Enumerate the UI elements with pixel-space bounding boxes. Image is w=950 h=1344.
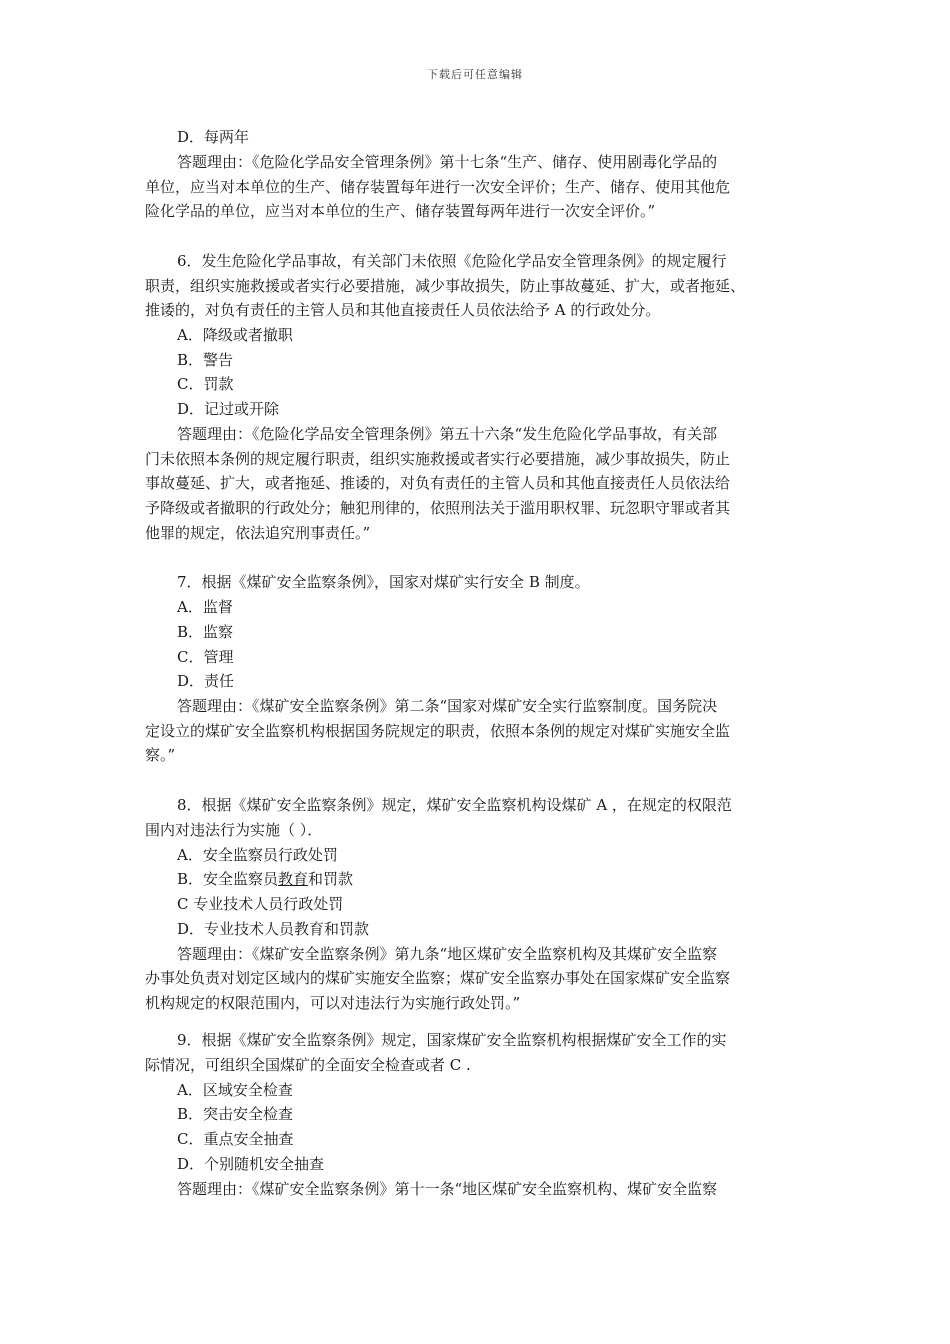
text-segment: B．安全监察员 bbox=[177, 870, 279, 888]
text-line: 9．根据《煤矿安全监察条例》规定，国家煤矿安全监察机构根据煤矿安全工作的实 bbox=[177, 1031, 727, 1049]
text-line: A．降级或者撤职 bbox=[177, 326, 293, 344]
text-line: 8．根据《煤矿安全监察条例》规定，煤矿安全监察机构设煤矿 A ，在规定的权限范 bbox=[177, 796, 732, 814]
text-line: D．个别随机安全抽查 bbox=[177, 1155, 325, 1173]
text-line: 事故蔓延、扩大，或者拖延、推诿的，对负有责任的主管人员和其他直接责任人员依法给 bbox=[145, 474, 731, 492]
text-line: 际情况，可组织全国煤矿的全面安全检查或者 C . bbox=[145, 1056, 471, 1074]
text-line: C．重点安全抽查 bbox=[177, 1130, 294, 1148]
text-line: C．罚款 bbox=[177, 375, 234, 393]
text-line: 推诿的，对负有责任的主管人员和其他直接责任人员依法给予 A 的行政处分。 bbox=[145, 301, 661, 319]
text-line: C 专业技术人员行政处罚 bbox=[177, 895, 344, 913]
text-line: C．管理 bbox=[177, 648, 234, 666]
text-line: 办事处负责对划定区域内的煤矿实施安全监察；煤矿安全监察办事处在国家煤矿安全监察 bbox=[145, 969, 731, 987]
text-line: 答题理由：《危险化学品安全管理条例》第十七条“生产、储存、使用剧毒化学品的 bbox=[177, 153, 718, 171]
text-line: 机构规定的权限范围内，可以对违法行为实施行政处罚。” bbox=[145, 994, 521, 1012]
text-line: 险化学品的单位，应当对本单位的生产、储存装置每两年进行一次安全评价。” bbox=[145, 202, 656, 220]
text-line: 答题理由：《煤矿安全监察条例》第二条“国家对煤矿安全实行监察制度。国务院决 bbox=[177, 697, 718, 715]
text-line: D．专业技术人员教育和罚款 bbox=[177, 920, 370, 938]
text-line: 察。” bbox=[145, 746, 176, 764]
text-line: D．每两年 bbox=[177, 128, 250, 146]
text-line bbox=[177, 869, 353, 889]
text-line: D．记过或开除 bbox=[177, 400, 280, 418]
text-line: B．突击安全检查 bbox=[177, 1105, 294, 1123]
text-line: B．警告 bbox=[177, 351, 234, 369]
text-line: D．责任 bbox=[177, 672, 235, 690]
text-line: B．监察 bbox=[177, 623, 234, 641]
text-line: A．安全监察员行政处罚 bbox=[177, 846, 338, 864]
text-line: 围内对违法行为实施（ ）． bbox=[145, 821, 323, 839]
text-line: 7．根据《煤矿安全监察条例》，国家对煤矿实行安全 B 制度。 bbox=[177, 573, 590, 591]
text-line: 定设立的煤矿安全监察机构根据国务院规定的职责，依照本条例的规定对煤矿实施安全监 bbox=[145, 722, 731, 740]
text-line: 予降级或者撤职的行政处分；触犯刑律的，依照刑法关于滥用职权罪、玩忽职守罪或者其 bbox=[145, 499, 731, 517]
text-line: 答题理由：《危险化学品安全管理条例》第五十六条“发生危险化学品事故，有关部 bbox=[177, 425, 718, 443]
text-line: A．监督 bbox=[177, 598, 233, 616]
underlined-word: 教育 bbox=[278, 870, 309, 888]
text-line: 职责，组织实施救援或者实行必要措施，减少事故损失，防止事故蔓延、扩大，或者拖延、 bbox=[145, 277, 746, 295]
text-line: 6．发生危险化学品事故，有关部门未依照《危险化学品安全管理条例》的规定履行 bbox=[177, 252, 727, 270]
text-line: 门未依照本条例的规定履行职责，组织实施救援或者实行必要措施，减少事故损失，防止 bbox=[145, 450, 731, 468]
page-header: 下载后可任意编辑 bbox=[427, 68, 523, 81]
text-line: 单位，应当对本单位的生产、储存装置每年进行一次安全评价；生产、储存、使用其他危 bbox=[145, 178, 731, 196]
text-line: 答题理由：《煤矿安全监察条例》第九条“地区煤矿安全监察机构及其煤矿安全监察 bbox=[177, 945, 718, 963]
text-line: 答题理由：《煤矿安全监察条例》第十一条“地区煤矿安全监察机构、煤矿安全监察 bbox=[177, 1180, 718, 1198]
text-line: A．区域安全检查 bbox=[177, 1081, 293, 1099]
text-segment: 和罚款 bbox=[308, 870, 354, 888]
text-line: 他罪的规定，依法追究刑事责任。” bbox=[145, 524, 371, 542]
